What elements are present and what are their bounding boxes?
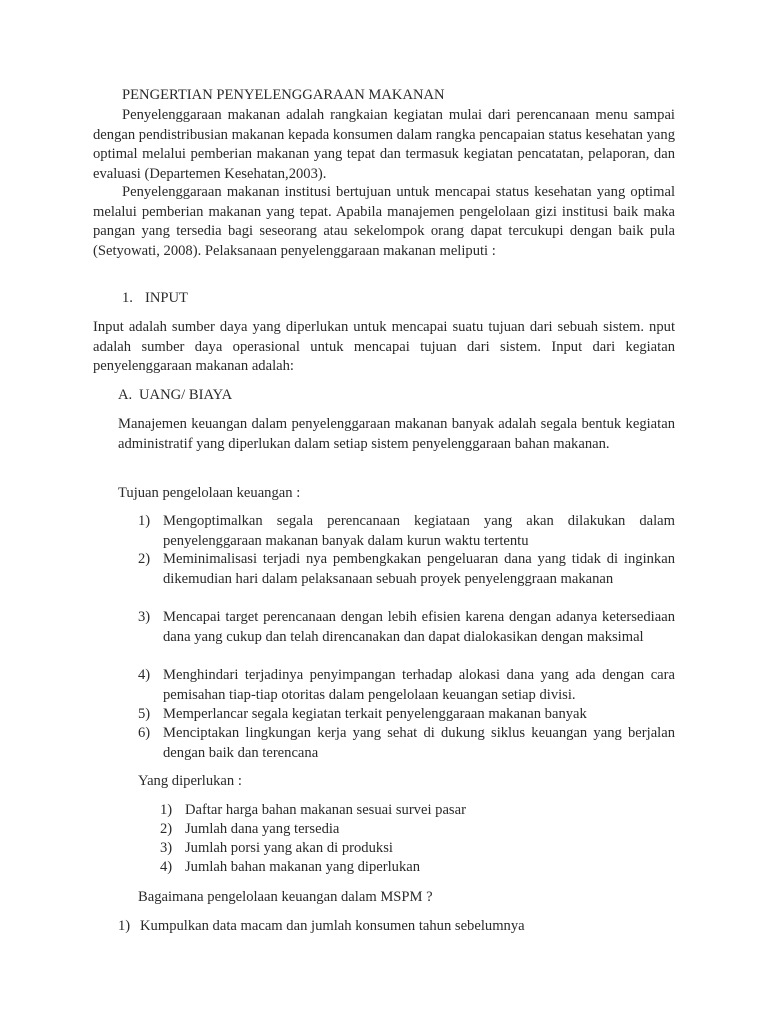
list-number: 1): [118, 918, 131, 934]
list-item: [138, 550, 675, 589]
list-text: Mencapai target perencanaan dengan lebih efisien karena dengan adanya ketersediaan dana yang cukup dan telah direncanakan dan dapat dialokasikan dengan maksimal: [163, 609, 675, 645]
list-text: Daftar harga bahan makanan sesuai survei pasar: [185, 802, 466, 818]
list-text: Jumlah dana yang tersedia: [185, 821, 340, 837]
list-text: Kumpulkan data macam dan jumlah konsumen tahun sebelumnya: [140, 918, 525, 934]
page-title: PENGERTIAN PENYELENGGARAAN MAKANAN: [122, 87, 445, 103]
list-item: [160, 839, 660, 859]
list-item: [118, 917, 675, 937]
list-text: Meminimalisasi terjadi nya pembengkakan pengeluaran dana yang tidak di inginkan dikemudian hari dalam pelaksanaan sebuah proyek penyelenggraan makanan: [163, 551, 675, 587]
list-text: Mengoptimalkan segala perencanaan kegiataan yang akan dilakukan dalam penyelenggaraan makanan banyak dalam kurun waktu tertentu: [163, 513, 675, 549]
tujuan-heading: Tujuan pengelolaan keuangan :: [118, 485, 301, 501]
list-item: [138, 512, 675, 551]
list-number: 2): [138, 551, 151, 567]
intro-paragraph-1: Penyelenggaraan makanan adalah rangkaian kegiatan mulai dari perencanaan menu sampai dengan pendistribusian makanan kepada konsumen dalam rangka pencapaian status kesehatan yang optimal melalui pemberian makanan yang tepat dan termasuk kegiatan pencatatan, pelaporan, dan evaluasi (Departemen Kesehatan,2003).: [93, 107, 675, 182]
list-text: Jumlah bahan makanan yang diperlukan: [185, 859, 421, 875]
diperlukan-heading: Yang diperlukan :: [138, 773, 242, 789]
list-number: 4): [160, 859, 173, 875]
list-item: [138, 666, 675, 705]
list-item: [138, 608, 675, 647]
intro-paragraph-2: Penyelenggaraan makanan institusi bertujuan untuk mencapai status kesehatan yang optimal melalui pemberian makanan yang tepat. Apabila manajemen pengelolaan gizi institusi baik maka pangan yang tersedia bagi seseorang atau sekelompok orang dapat tercukupi dengan baik pula (Setyowati, 2008). Pelaksanaan penyelenggaraan makanan meliputi :: [93, 184, 675, 259]
subsection-letter: A.: [118, 387, 133, 403]
subsection-label: UANG/ BIAYA: [139, 387, 233, 403]
list-item: [160, 858, 660, 878]
list-item: [138, 705, 675, 725]
list-number: 5): [138, 706, 151, 722]
list-number: 3): [160, 840, 173, 856]
list-text: Jumlah porsi yang akan di produksi: [185, 840, 393, 856]
list-number: 2): [160, 821, 173, 837]
list-text: Menghindari terjadinya penyimpangan terhadap alokasi dana yang ada dengan cara pemisahan tiap-tiap otoritas dalam pengelolaan keuangan setiap divisi.: [163, 667, 675, 703]
list-number: 1): [160, 802, 173, 818]
input-paragraph: Input adalah sumber daya yang diperlukan untuk mencapai suatu tujuan dari sebuah sistem. nput adalah sumber daya operasional untuk mencapai tujuan dari sistem. Input dari kegiatan penyelenggaraan makanan adalah:: [93, 319, 675, 374]
section-number: 1.: [122, 290, 133, 306]
list-item: [160, 801, 660, 821]
list-text: Menciptakan lingkungan kerja yang sehat di dukung siklus keuangan yang berjalan dengan baik dan terencana: [163, 725, 675, 761]
list-number: 1): [138, 513, 151, 529]
list-text: Memperlancar segala kegiatan terkait penyelenggaraan makanan banyak: [163, 706, 587, 722]
section-label: INPUT: [145, 290, 188, 306]
list-number: 3): [138, 609, 151, 625]
list-item: [138, 724, 675, 763]
mspm-question: Bagaimana pengelolaan keuangan dalam MSPM ?: [138, 889, 433, 905]
list-item: [160, 820, 660, 840]
list-number: 4): [138, 667, 151, 683]
uang-paragraph: Manajemen keuangan dalam penyelenggaraan makanan banyak adalah segala bentuk kegiatan administratif yang diperlukan dalam setiap sistem penyelenggaraan bahan makanan.: [118, 416, 675, 452]
list-number: 6): [138, 725, 151, 741]
